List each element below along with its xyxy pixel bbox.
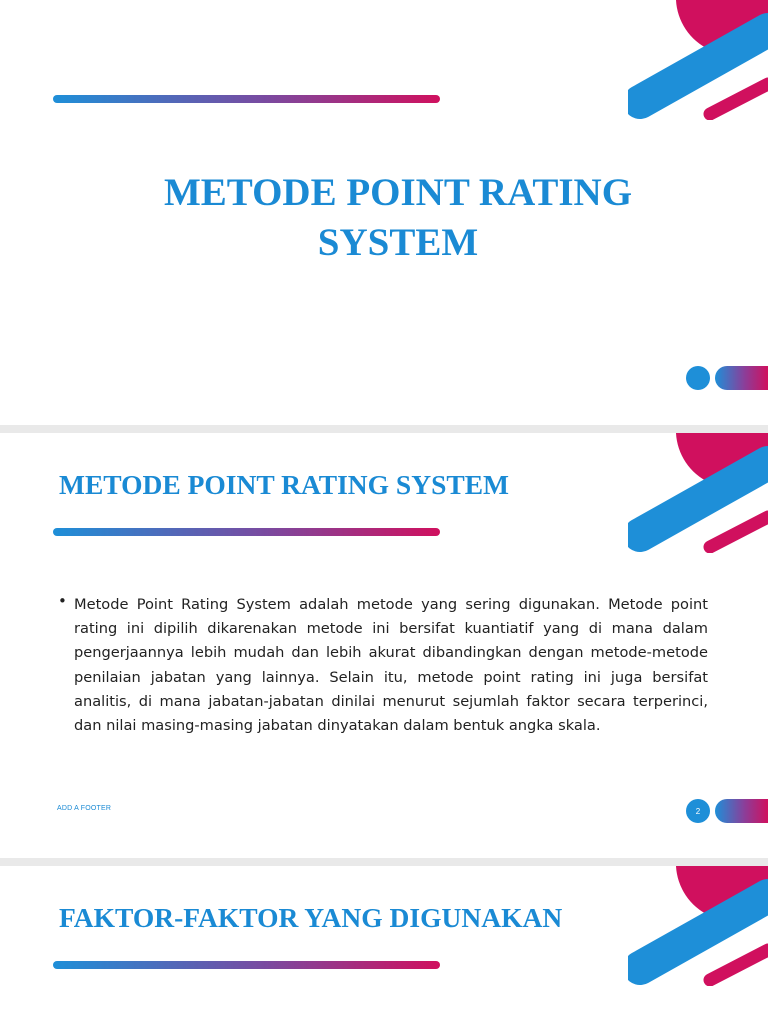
title-underline-bar [53,961,440,969]
corner-decoration-shapes [628,433,768,553]
accent-pill [715,799,768,823]
slide-title-line-2: SYSTEM [317,221,479,264]
slide-2 [0,433,768,858]
slide-title-line-1: METODE POINT RATING [163,171,633,214]
body-paragraph: Metode Point Rating System adalah metode yang sering digunakan. Metode point rating ini dipilih dikarenakan metode ini bersifat kuantiatif yang di mana dalam pengerjaannya lebih mudah dan lebih akurat dibandingkan dengan metode-metode penilaian jabatan yang lainnya. Selain itu, metode point rating ini juga bersifat analitis, di mana jabatan-jabatan dinilai menurut sejumlah faktor secara terperinci, dan nilai masing-masing jabatan dinyatakan dalam bentuk angka skala. [74,596,708,735]
section-title: METODE POINT RATING SYSTEM [59,469,510,500]
slide-separator [0,858,768,866]
title-underline-bar [53,528,440,536]
top-gradient-bar [53,95,440,103]
accent-dot [686,366,710,390]
slide-1 [0,0,768,425]
slide-title [0,168,768,268]
slide-separator [0,425,768,433]
page-number: 2 [686,799,710,823]
accent-pill [715,366,768,390]
slide-footer: ADD A FOOTER [57,805,112,812]
section-title: FAKTOR-FAKTOR YANG DIGUNAKAN [59,902,563,933]
bullet-point: • [58,592,67,610]
corner-decoration-shapes [628,866,768,986]
corner-decoration-shapes [628,0,768,120]
slide-3 [0,866,768,1024]
